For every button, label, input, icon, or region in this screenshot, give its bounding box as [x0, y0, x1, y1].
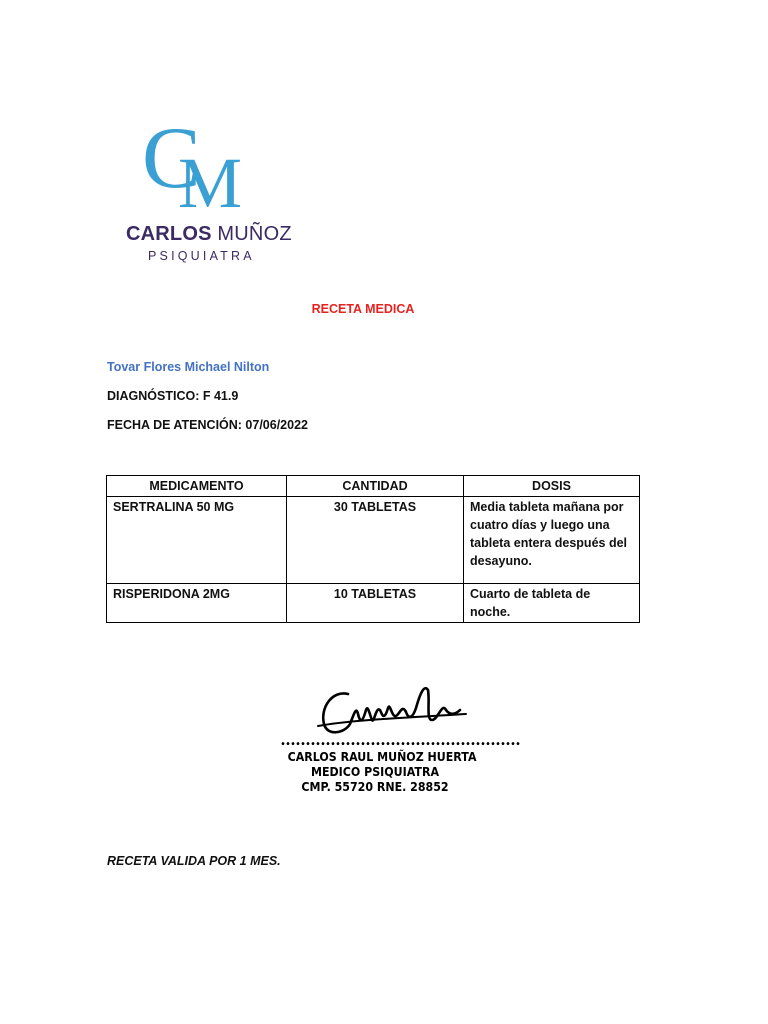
doctor-stamp [280, 740, 521, 795]
diagnosis-line: DIAGNÓSTICO: F 41.9 [107, 389, 239, 403]
stamp-doctor-role: MEDICO PSIQUIATRA [310, 765, 439, 779]
logo-name-last: MUÑOZ [217, 223, 292, 245]
stamp-registry: CMP. 55720 RNE. 28852 [301, 780, 449, 794]
patient-name: Tovar Flores Michael Nilton [107, 360, 270, 374]
document-title: RECETA MEDICA [311, 302, 415, 316]
table-row [107, 497, 640, 584]
logo-subtitle: PSIQUIATRA [148, 249, 255, 263]
prescription-table [106, 475, 640, 623]
quantity-cell: 10 TABLETAS [287, 584, 464, 623]
table-header-row [107, 476, 640, 497]
medication-cell: RISPERIDONA 2MG [107, 584, 287, 623]
stamp-dotted-line: •••••••••••••••••••••••••••••••••••••••••••••••• [280, 740, 521, 751]
quantity-cell: 30 TABLETAS [287, 497, 464, 584]
handwritten-signature [310, 680, 470, 740]
logo-name [126, 223, 292, 246]
table-row [107, 584, 640, 623]
dose-cell: Cuarto de tableta de noche. [464, 584, 640, 623]
clinic-logo [110, 110, 292, 265]
medication-cell: SERTRALINA 50 MG [107, 497, 287, 584]
header-quantity: CANTIDAD [287, 476, 464, 497]
logo-name-first: CARLOS [126, 223, 212, 245]
validity-note: RECETA VALIDA POR 1 MES. [107, 854, 281, 868]
cm-monogram-logo [140, 110, 260, 223]
dose-cell: Media tableta mañana por cuatro días y luego una tableta entera después del desayuno. [464, 497, 640, 584]
stamp-doctor-name: CARLOS RAUL MUÑOZ HUERTA [287, 750, 477, 764]
header-medication: MEDICAMENTO [107, 476, 287, 497]
logo-letter-m: M [178, 143, 243, 223]
logo-letter-c: C [142, 110, 201, 207]
attention-date-line: FECHA DE ATENCIÓN: 07/06/2022 [107, 418, 308, 432]
header-dose: DOSIS [464, 476, 640, 497]
